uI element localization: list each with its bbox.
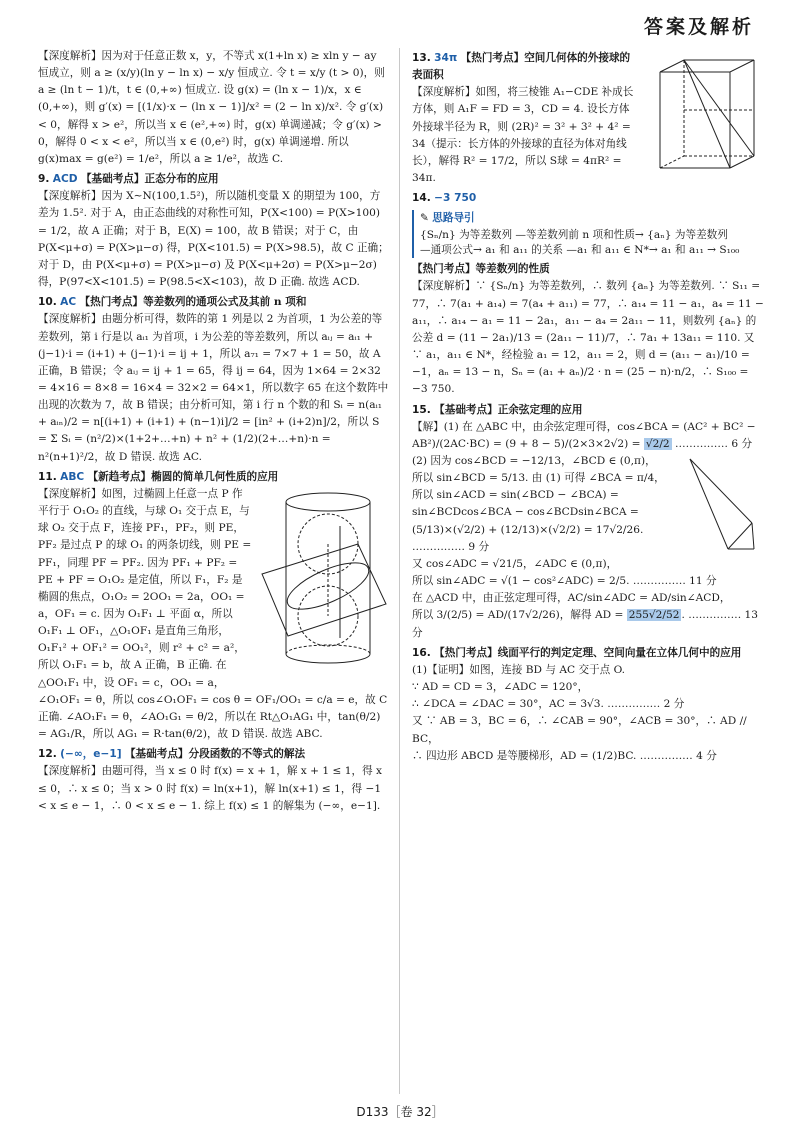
q13-solution — [412, 50, 764, 187]
q16-solution — [412, 645, 764, 765]
q12-analysis: 【深度解析】由题可得，当 x ≤ 0 时 f(x) = x + 1，解 x + 1 ≤ 1，得 x ≤ 0，∴ x ≤ 0；当 x > 0 时 f(x) = ln(x+1)，解 ln(x+1) ≤ 1，得 −1 < x ≤ e − 1，∴ 0 < x ≤ e − 1. 综上 f(x) ≤ 1 的解集为 (−∞，e−1]. — [38, 765, 383, 812]
q10-tag: 【热门考点】等差数列的通项公式及其前 n 项和 — [79, 296, 307, 309]
q9-tag: 【基础考点】正态分布的应用 — [80, 173, 219, 186]
q15-line-8: 所以 3/(2/5) = AD/(17√2/26)，解得 AD = 255√2/52 . …………… 13 分 — [412, 609, 759, 639]
q15-line-1: 【解】(1) 在 △ABC 中，由余弦定理可得，cos∠BCA = (AC² + BC² − AB²)/(2AC·BC) = (9 + 8 − 5)/(2×3×2√2) = √2/2 …………… 6 分 — [412, 420, 756, 450]
q14-guide-title — [420, 210, 764, 227]
q9-header — [38, 171, 390, 188]
q14-header — [412, 190, 764, 207]
q13-cuboid-figure — [646, 50, 764, 186]
q14-number: 14. — [412, 192, 431, 205]
pencil-icon: ✎ — [420, 212, 429, 225]
q16-line-2: ∵ AD = CD = 3，∠ADC = 120°， — [412, 681, 589, 694]
q11-tag: 【新趋考点】椭圆的简单几何性质的应用 — [87, 470, 279, 483]
page-header-title: 答案及解析 — [643, 16, 754, 38]
q11-solution — [38, 469, 390, 744]
q9-analysis: 【深度解析】因为 X∼N(100,1.5²)，所以随机变量 X 的期望为 100，方差为 1.5². 对于 A，由正态曲线的对称性可知，P(X<100) = P(X>100) = 1/2，故 A 正确；对于 B，E(X) = 100，故 B 错误；对于 C，由 P(X<μ+σ) = P(X>μ−σ) 得，P(X<101.5) = P(X>98.5)，故 C 正确；对于 D，由 P(X<μ+σ) = P(X>μ−σ) 及 P(X<μ+2σ) = P(X>μ−2σ) 得，P(97<X<101.5) = P(98.5<X<103)，故 D 正确. 故选 ACD. — [38, 190, 389, 289]
q16-line-5: ∴ 四边形 ABCD 是等腰梯形，AD = (1/2)BC. …………… 4 分 — [412, 749, 717, 762]
q15-line-3: 所以 sin∠BCD = 5/13. 由 (1) 可得 ∠BCA = π/4， — [412, 472, 665, 485]
q8-solution-tail — [38, 48, 390, 168]
column-divider — [399, 48, 400, 1094]
q14-guide-label: 思路导引 — [432, 212, 475, 225]
q10-number: 10. — [38, 296, 57, 309]
q12-solution — [38, 746, 390, 815]
q11-header — [38, 469, 390, 486]
q13-answer: 34π — [434, 52, 458, 64]
q10-solution — [38, 294, 390, 466]
q10-header — [38, 294, 390, 311]
q14-tag: 【热门考点】等差数列的性质 — [412, 263, 550, 276]
q11-analysis: 【深度解析】如图，过椭圆上任意一点 P 作平行于 O₁O₂ 的直线，与球 O₁ 交于点 E，与球 O₂ 交于点 F，连接 PF₁，PF₂，则 PE，PF₂ 是过点 P 的球 O₁ 的两条切线，则 PE = PF₁，同理 PF = PF₂. 因为 PF₁ + PF₂ = PE + PF = O₁O₂ 是定值，所以 F₁，F₂ 是椭圆的焦点，O₁O₂ = 2OO₁ = 2a，OO₁ = a，OF₁ = c. 因为 O₁F₁ ⊥ 平面 α，所以 O₁F₁ ⊥ OF₁，△O₁OF₁ 是直角三角形，O₁F₁² + OF₁² = OO₁²，则 r² + c² = a²，所以 O₁F₁ = b，故 A 正确，B 正确. 在 △OO₁F₁ 中，设 OF₁ = c，OO₁ = a，∠O₁OF₁ = θ，所以 cos∠O₁OF₁ = cos θ = OF₁/OO₁ = c/a = e，故 C 正确. ∠AO₁F₁ = θ，∠AO₁G₁ = θ/2，所以在 Rt△O₁AG₁ 中，tan(θ/2) = AG₁/R，所以 AG₁ = R·tan(θ/2)，故 D 错误. 故选 ABC. — [38, 487, 388, 741]
q11-number: 11. — [38, 470, 57, 483]
q15-line-7: 在 △ACD 中，由正弦定理可得，AC/sin∠ADC = AD/sin∠ACD， — [412, 592, 731, 605]
q16-number: 16. — [412, 646, 431, 659]
q15-tag: 【基础考点】正余弦定理的应用 — [434, 403, 583, 416]
q15-line-1-highlight: √2/2 — [645, 437, 670, 450]
q14-analysis: 【深度解析】∵ {Sₙ/n} 为等差数列，∴ 数列 {aₙ} 为等差数列. ∵ S₁₁ = 77，∴ 7(a₁ + a₁₄) = 7(a₄ + a₁₁) = 77，∴ a₁₄ = 11 − a₁，a₄ = 11 − a₁₁，∴ a₁₄ − a₁ = 11 − 2a₁，a₁₁ − a₄ = 2a₁₁ − 11，则数列 {aₙ} 的公差 d = (11 − 2a₁)/13 = (2a₁₁ − 11)/7，∴ 7a₁ + 13a₁₁ = 110. 又 ∵ a₁，a₁₁ ∈ N*，经检验 a₁ = 12，a₁₁ = 2，则 d = (a₁₁ − a₁)/10 = −1，aₙ = 13 − n，Sₙ = (a₁ + aₙ)/2 · n = (25 − n)·n/2，∴ S₁₀₀ = −3 750. — [412, 280, 764, 396]
q10-analysis: 【深度解析】由题分析可得，数阵的第 1 列是以 2 为首项，1 为公差的等差数列，第 i 行是以 aᵢ₁ 为首项，i 为公差的等差数列，所以 aᵢⱼ = aᵢ₁ + (j−1)·i = (i+1) + (j−1)·i = ij + 1，所以 a₇₁ = 7×7 + 1 = 50，故 A 正确，B 错误；令 aᵢⱼ = ij + 1 = 65，得 ij = 64，因为 1×64 = 2×32 = 4×16 = 8×8 = 16×4 = 32×2 = 64×1，所以数字 65 在这个数阵中出现的次数为 7，故 B 错误；由分析可知，第 i 行 n 个数的和 Sᵢ = n(aᵢ₁ + aᵢₙ)/2 = n[(i+1) + (i+1) + (n−1)i]/2 = [in² + (i+2)n]/2，所以 S = Σ Sᵢ = (n²/2)×(1+2+…+n) + n² + (1/2)(2+…+n)·n = n²(n+1)²/2，故 D 错误. 故选 AC. — [38, 313, 389, 463]
q12-answer: (−∞，e−1] — [60, 748, 122, 761]
q16-line-3: ∴ ∠DCA = ∠DAC = 30°，AC = 3√3. …………… 2 分 — [412, 698, 685, 711]
q16-header — [412, 645, 764, 662]
q16-line-1: (1)【证明】如图，连接 BD 与 AC 交于点 O. — [412, 663, 626, 676]
q15-line-8-highlight: 255√2/52 — [628, 609, 680, 622]
q16-line-4: 又 ∵ AB = 3，BC = 6，∴ ∠CAB = 90°，∠ACB = 30°，∴ AD // BC， — [412, 715, 747, 745]
q9-solution — [38, 171, 390, 291]
q15-quadrilateral-figure — [680, 453, 764, 563]
right-column — [412, 48, 764, 1094]
q13-number: 13. — [412, 52, 431, 64]
q14-solution — [412, 190, 764, 398]
q12-tag: 【基础考点】分段函数的不等式的解法 — [124, 748, 306, 761]
q15-number: 15. — [412, 403, 431, 416]
q14-thinking-guide — [412, 210, 764, 258]
q9-answer: ACD — [52, 173, 78, 186]
q13-tag: 【热门考点】空间几何体的外接球的表面积 — [412, 52, 631, 82]
q15-line-5: 又 cos∠ADC = √21/5，∠ADC ∈ (0,π)， — [412, 557, 618, 570]
q14-guide-line-1: {Sₙ/n} 为等差数列 —等差数列前 n 项和性质→ {aₙ} 为等差数列 — [420, 228, 728, 241]
q15-line-6: 所以 sin∠ADC = √(1 − cos²∠ADC) = 2/5. …………… 11 分 — [412, 575, 717, 588]
q16-tag: 【热门考点】线面平行的判定定理、空间向量在立体几何中的应用 — [434, 646, 742, 659]
q11-cylinder-figure — [258, 486, 390, 676]
q14-guide-line-2: —通项公式→ a₁ 和 a₁₁ 的关系 —a₁ 和 a₁₁ ∈ N*→ a₁ 和 a₁₁ → S₁₀₀ — [420, 243, 740, 256]
q13-analysis: 【深度解析】如图，将三棱锥 A₁−CDE 补成长方体，则 A₁F = FD = 3，CD = 4. 设长方体外接球半径为 R，则 (2R)² = 3² + 3² + 4² = 34（提示：长方体的外接球的直径为体对角线长），解得 R² = 17/2，所以 S球 = 4πR² = 34π. — [412, 86, 634, 185]
page-number: D133［卷 32］ — [356, 1104, 444, 1119]
q12-header — [38, 746, 390, 763]
q15-line-2: (2) 因为 cos∠BCD = −12/13，∠BCD ∈ (0,π)， — [412, 455, 656, 467]
q15-header — [412, 402, 764, 419]
q8-analysis: 【深度解析】因为对于任意正数 x，y，不等式 x(1+ln x) ≥ xln y − ay 恒成立，则 a ≥ (x/y)(ln y − ln x) − x/y 恒成立. 令 t = x/y (t > 0)，则 a ≥ (ln t − 1)/t，t ∈ (0,+∞) 恒成立. 设 g(x) = (ln x − 1)/x，x ∈ (0,+∞)，则 g′(x) = [(1/x)·x − (ln x − 1)]/x² = (2 − ln x)/x². 令 g′(x) < 0，解得 x > e²，所以当 x ∈ (e²,+∞) 时，g(x) 单调递减；令 g′(x) > 0，解得 0 < x < e²，所以当 x ∈ (0,e²) 时，g(x) 单调递增. 所以 g(x)max = g(e²) = 1/e²，所以 a ≥ 1/e²，故选 C. — [38, 50, 385, 165]
q9-number: 9. — [38, 173, 50, 186]
q11-answer: ABC — [60, 470, 85, 483]
left-column — [38, 48, 390, 1094]
q10-answer: AC — [60, 296, 77, 309]
q15-solution — [412, 402, 764, 642]
q14-answer: −3 750 — [434, 192, 477, 205]
q12-number: 12. — [38, 748, 57, 761]
q15-line-4: 所以 sin∠ACD = sin(∠BCD − ∠BCA) = sin∠BCDcos∠BCA − cos∠BCDsin∠BCA = (5/13)×(√2/2) + (12/13)×(√2/2) = 17√2/26. …………… 9 分 — [412, 489, 644, 553]
